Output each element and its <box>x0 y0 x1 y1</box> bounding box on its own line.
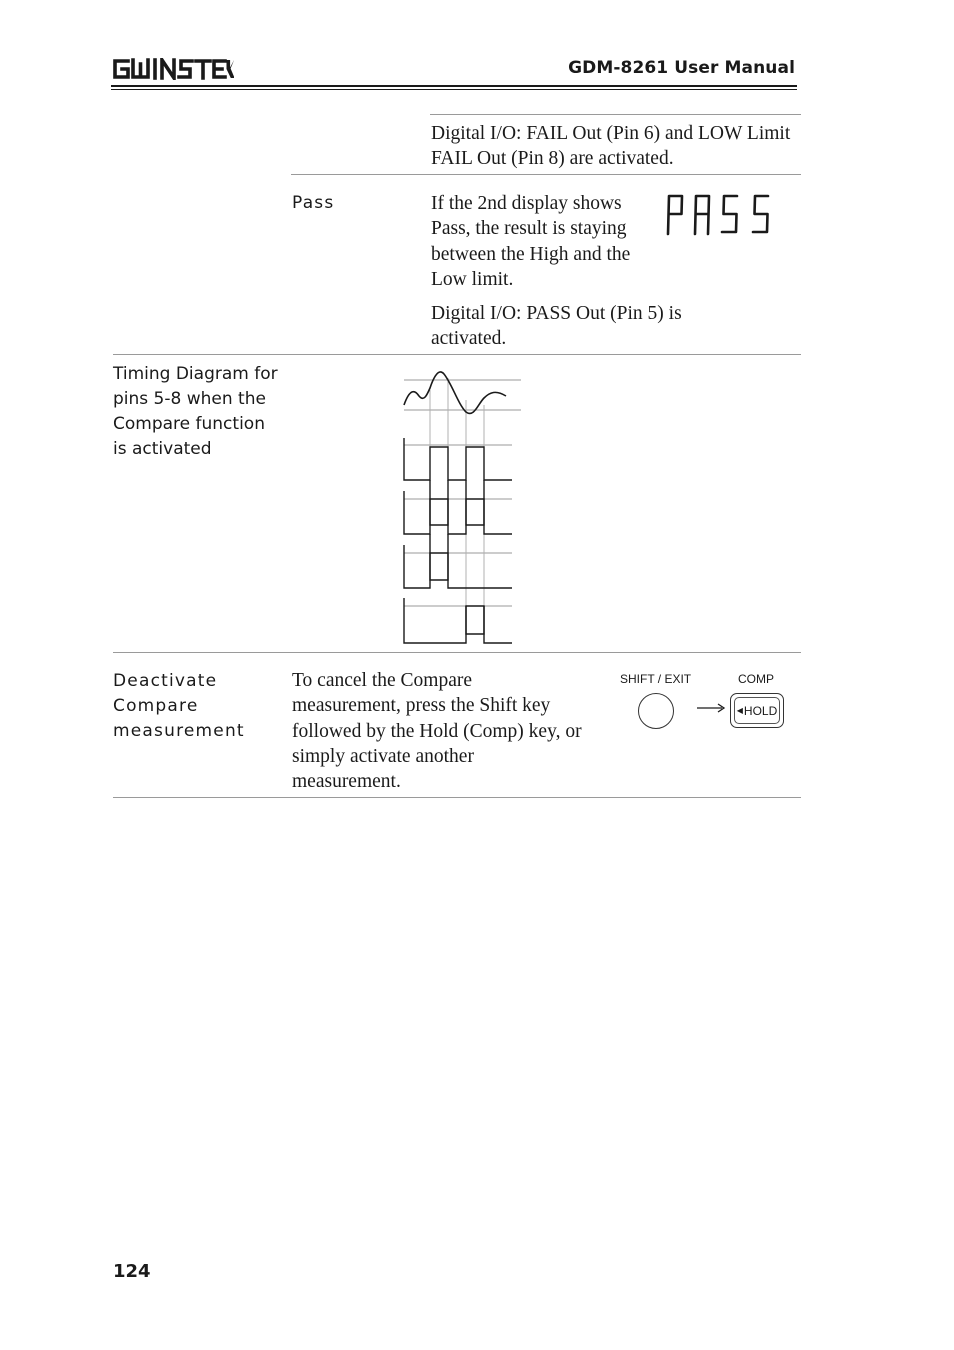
text-line: between the High and the <box>431 243 631 265</box>
header-rule <box>111 89 797 90</box>
pass-segment-display <box>662 190 774 238</box>
text-line: simply activate another <box>292 745 474 767</box>
table-rule <box>113 354 801 355</box>
text-line: Compare function <box>113 414 265 434</box>
pass-description <box>431 191 671 292</box>
deactivate-description <box>292 668 622 794</box>
text-line: followed by the Hold (Comp) key, or <box>292 720 582 742</box>
hold-key-face <box>734 697 780 724</box>
text-line: To cancel the Compare <box>292 670 473 691</box>
table-rule <box>291 174 801 175</box>
text-line: Deactivate <box>113 671 218 691</box>
header-rule <box>111 85 797 87</box>
gwinstek-logo <box>112 58 234 80</box>
text-line: measurement <box>113 721 245 741</box>
page-number: 124 <box>113 1261 151 1282</box>
table-rule <box>430 114 801 115</box>
table-rule <box>113 797 801 798</box>
text-line: If the 2nd display shows <box>431 193 622 214</box>
text-line: Timing Diagram for <box>113 364 278 384</box>
pass-digital-io: Digital I/O: PASS Out (Pin 5) is activated. <box>431 303 682 350</box>
text-line: measurement. <box>292 771 401 793</box>
timing-diagram <box>398 366 524 648</box>
text-line: measurement, press the Shift key <box>292 695 551 717</box>
text-line: pins 5-8 when the <box>113 389 266 409</box>
table-rule <box>113 652 801 653</box>
text-line: Pass, the result is staying <box>431 218 627 240</box>
shift-exit-label: SHIFT / EXIT <box>620 672 692 686</box>
pass-label: Pass <box>292 193 335 213</box>
hold-key-label: HOLD <box>743 703 778 718</box>
comp-label: COMP <box>738 672 774 686</box>
hold-key-icon <box>730 693 784 728</box>
manual-title: GDM-8261 User Manual <box>568 58 795 78</box>
text-line: Compare <box>113 696 199 716</box>
triangle-left-icon: ◀ <box>736 706 743 715</box>
deactivate-label <box>113 669 245 744</box>
text-line: Low limit. <box>431 268 514 290</box>
fail-low-description: Digital I/O: FAIL Out (Pin 6) and LOW Limit FAIL Out (Pin 8) are activated. <box>431 123 791 170</box>
text-line: is activated <box>113 439 212 459</box>
timing-label <box>113 362 278 462</box>
arrow-right-icon <box>696 700 728 716</box>
shift-key-icon <box>638 693 674 729</box>
